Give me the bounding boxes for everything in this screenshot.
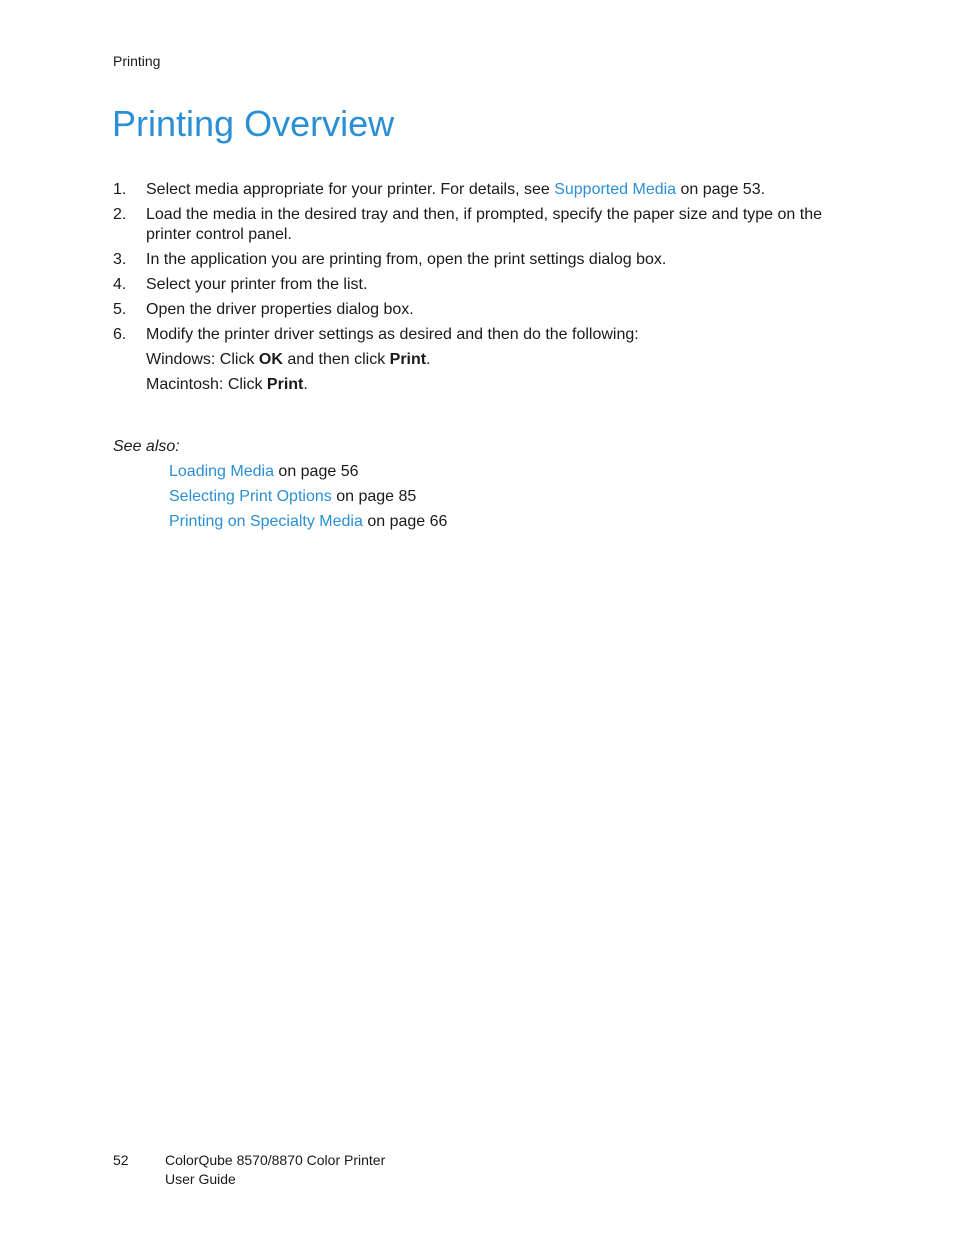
step-text: In the application you are printing from, open the print settings dialog box. [146,251,667,268]
see-also-item [169,512,447,532]
step-6 [113,325,843,395]
windows-instruction: Windows: Click OK and then click Print. [146,351,431,368]
loading-media-link[interactable]: Loading Media [169,463,274,480]
step-3 [113,250,843,270]
see-also-item [169,487,447,507]
step-text [146,180,843,200]
supported-media-link[interactable]: Supported Media [554,181,677,198]
print-keyword: Print [266,376,304,393]
document-type: User Guide [165,1171,236,1187]
ok-keyword: OK [258,351,283,368]
mac-instruction: Macintosh: Click Print. [146,376,308,393]
see-also-item [169,462,447,482]
step-text: Select your printer from the list. [146,276,368,293]
step-text: Open the driver properties dialog box. [146,301,414,318]
step-number: 6. [113,326,127,343]
step-1 [113,180,843,200]
see-also-list [169,462,447,537]
selecting-print-options-link[interactable]: Selecting Print Options [169,488,332,505]
step-body [146,325,843,395]
step-2 [113,205,843,245]
step-4 [113,275,843,295]
product-name: ColorQube 8570/8870 Color Printer [165,1152,386,1168]
step-number: 1. [113,181,127,198]
step-number: 4. [113,276,127,293]
page-reference: on page 56 [273,463,359,480]
page-footer [113,1151,385,1189]
print-keyword: Print [389,351,427,368]
page-title: Printing Overview [112,103,395,144]
step-text: Modify the printer driver settings as desired and then do the following: [146,326,639,343]
procedure-steps [113,180,843,400]
step-text: Load the media in the desired tray and then, if prompted, specify the paper size and type on the printer control panel. [146,206,822,243]
step-number: 5. [113,301,127,318]
footer-product-info [165,1151,385,1189]
step-5 [113,300,843,320]
page-reference: on page 85 [331,488,417,505]
running-header: Printing [113,53,161,69]
see-also-label: See also: [113,438,180,455]
page-reference: on page 66 [362,513,448,530]
step-number: 3. [113,251,127,268]
step-text-after: on page 53. [676,181,766,198]
step-number: 2. [113,206,127,223]
printing-on-specialty-media-link[interactable]: Printing on Specialty Media [169,513,363,530]
page-number: 52 [113,1152,129,1168]
step-text-before: Select media appropriate for your printer. For details, see [146,181,555,198]
